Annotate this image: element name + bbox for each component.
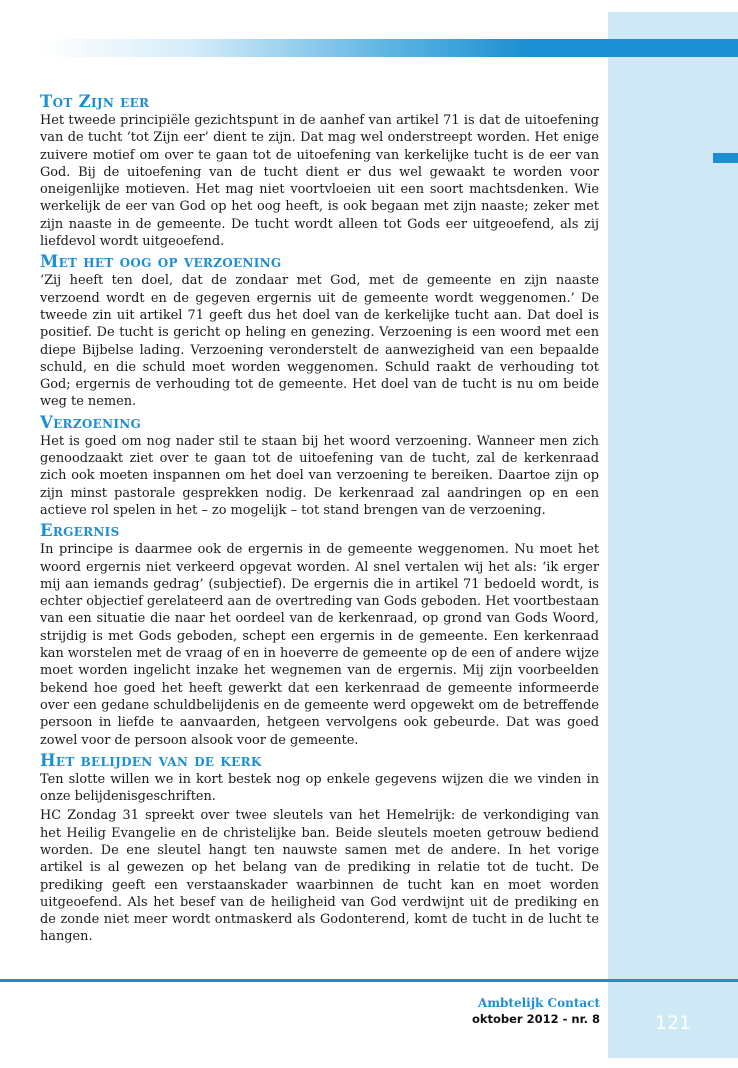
section-tot-zijn-eer [40,92,599,250]
section-heading: Met het oog op verzoening [40,252,282,272]
section-heading: Het belijden van de kerk [40,750,262,770]
section-verzoening [40,413,599,519]
section-heading: Tot Zijn eer [40,92,150,111]
section-heading: Verzoening [40,412,142,432]
section-paragraph: Het tweede principiële gezichtspunt in de aanhef van artikel 71 is dat de uitoefening van de tucht ‘tot Zijn eer’ dient te zijn. Dat mag wel onderstreept worden. Het enige zuivere motief om over te gaan tot de uitoefening van kerkelijke tucht is de eer van God. Bij de uitoefening van de tucht dient er dus wel gewaakt te worden voor oneigenlijke motieven. Het mag niet voortvloeien uit een soort machtsdenken. Wie werkelijk de eer van God op het oog heeft, is ook begaan met zijn naaste; zeker met zijn naaste in de gemeente. De tucht wordt alleen tot Gods eer uitgeoefend, als zij liefdevol wordt uitgeoefend. [40,113,599,250]
article-body [40,92,599,948]
page-number: 121 [654,1012,692,1034]
side-panel [608,12,738,1058]
footer [472,995,600,1027]
top-gradient-bar [40,39,738,57]
section-met-het-oog-op-verzoening [40,252,599,410]
magazine-name: Ambtelijk Contact [478,996,600,1010]
section-het-belijden-van-de-kerk [40,751,599,946]
section-paragraph: ‘Zij heeft ten doel, dat de zondaar met God, met de gemeente en zijn naaste verzoend wordt en de gegeven ergernis uit de gemeente wordt weggenomen.’ De tweede zin uit artikel 71 geeft dus het doel van de kerkelijke tucht aan. Dat doel is positief. De tucht is gericht op heling en genezing. Verzoening is een woord met een diepe Bijbelse lading. Verzoening veronderstelt de aanwezigheid van een bepaalde schuld, en die schuld moet worden weggenomen. Schuld raakt de verhouding tot God; ergernis de verhouding tot de gemeente. Het doel van de tucht is nu om beide weg te nemen. [40,273,599,410]
section-paragraph: Het is goed om nog nader stil te staan bij het woord verzoening. Wanneer men zich genoodzaakt ziet over te gaan tot de uitoefening van de tucht, zal de kerkenraad zich ook moeten inspannen om het doel van verzoening te bereiken. Daartoe zijn op zijn minst pastorale gesprekken nodig. De kerkenraad zal aandringen op en een actieve rol spelen in het – zo mogelijk – tot stand brengen van de verzoening. [40,433,599,518]
issue-info: oktober 2012 - nr. 8 [471,1012,600,1026]
section-paragraph: HC Zondag 31 spreekt over twee sleutels van het Hemelrijk: de verkondiging van het Heilig Evangelie en de christelijke ban. Beide sleutels moeten getrouw bediend worden. De ene sleutel hangt ten nauwste samen met de andere. In het vorige artikel is al gewezen op het belang van de prediking in relatie tot de tucht. De prediking geeft een verstaanskader waarbinnen de tucht kan en moet worden uitgeoefend. Als het besef van de heiligheid van God verdwijnt uit de prediking en de zonde niet meer wordt ontmaskerd als Godonterend, komt de tucht in de lucht te hangen. [40,808,599,945]
section-paragraph: Ten slotte willen we in kort bestek nog op enkele gegevens wijzen die we vinden in onze belijdenisgeschriften. [40,771,599,805]
section-paragraph: In principe is daarmee ook de ergernis in de gemeente weggenomen. Nu moet het woord ergernis niet verkeerd opgevat worden. Al snel vertalen wij het als: ‘ik erger mij aan iemands gedrag’ (subjectief). De ergernis die in artikel 71 bedoeld wordt, is echter objectief gerelateerd aan de overtreding van Gods geboden. Het voortbestaan van een situatie die naar het oordeel van de kerkenraad, op grond van Gods Woord, strijdig is met Gods geboden, schept een ergernis in de gemeente. Een kerkenraad kan worstelen met de vraag of en in hoeverre de gemeente op de een of andere wijze moet worden ingelicht inzake het wegnemen van de ergernis. Mij zijn voorbeelden bekend hoe goed het heeft gewerkt dat een kerkenraad de gemeente informeerde over een gedane schuldbelijdenis en de gemeente werd opgewekt om de betreffende persoon in liefde te aanvaarden, hetgeen vervolgens ook gebeurde. Dat was goed zowel voor de persoon alsook voor de gemeente. [40,542,599,748]
bottom-rule [0,979,738,982]
section-heading: Ergernis [40,521,120,541]
side-tab-marker [713,153,738,163]
section-ergernis [40,521,599,749]
